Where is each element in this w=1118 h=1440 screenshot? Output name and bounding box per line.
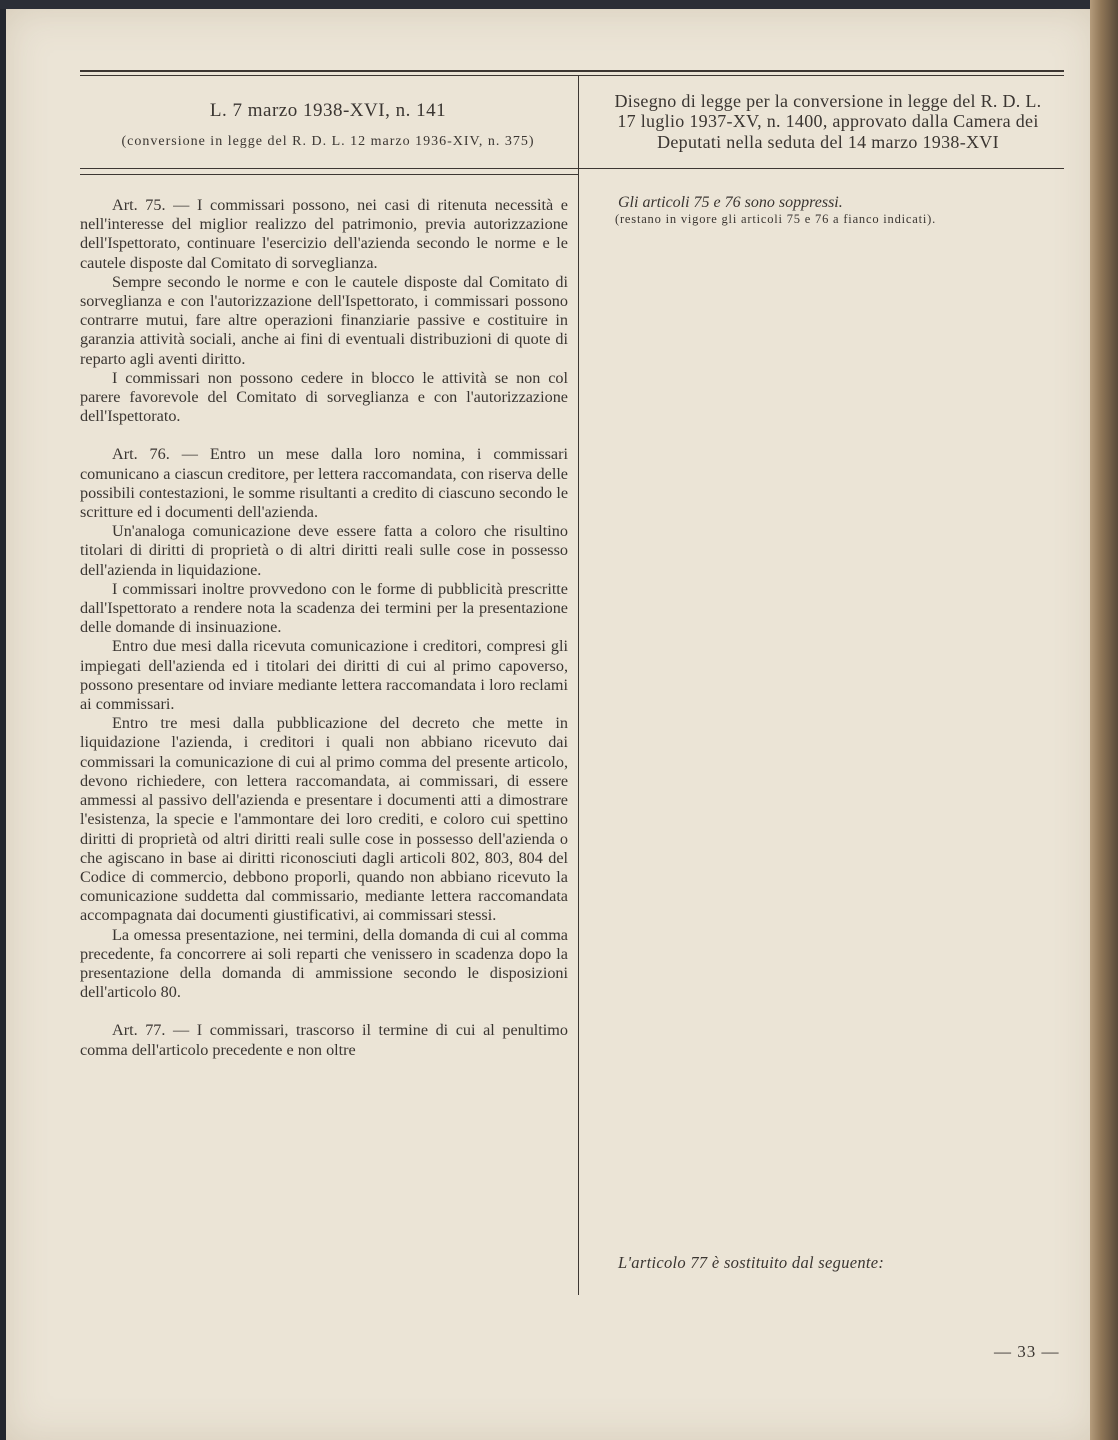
right-header-line-2: 17 luglio 1937-XV, n. 1400, approvato dalla Camera dei <box>617 111 1039 131</box>
art-75-comma-3: I commissari non possono cedere in blocco le attività se non col parere favorevole del Comitato di sorveglianza e con l'autorizzazione dell'Ispettorato. <box>80 368 568 426</box>
column-divider <box>578 75 579 1295</box>
art-76-comma-4: Entro due mesi dalla ricevuta comunicazione i creditori, compresi gli impiegati dell'azienda ed i titolari dei diritti di cui al primo capoverso, possono presentare od inviare mediante lettera raccomandata i loro reclami ai commissari. <box>80 637 568 714</box>
right-note-articles-suppressed: Gli articoli 75 e 76 sono soppressi. <box>618 194 843 211</box>
art-76-comma-3: I commissari inoltre provvedono con le forme di pubblicità prescritte dall'Ispettorato a rendere nota la scadenza dei termini per la presentazione delle domande di insinuazione. <box>80 579 568 637</box>
art-76-comma-5: Entro tre mesi dalla pubblicazione del decreto che mette in liquidazione l'azienda, i creditori i quali non abbiano ricevuto dai commissari la comunicazione di cui al primo comma del presente articolo, devono richiedere, con lettera raccomandata, ai commissari, di essere ammessi al passivo dell'azienda e presentare i documenti atti a dimostrare l'esistenza, la specie e l'ammontare dei loro crediti, e coloro cui spettino diritti di proprietà od altri diritti reali sulle cose in possesso dell'azienda o che agiscano in base ai diritti riconosciuti dagli articoli 802, 803, 804 del Codice di commercio, debbono proporli, quando non abbiano ricevuto la comunicazione suddetta dal commissario, mediante lettera raccomandata accompagnata dai documenti giustificativi, ai commissari stessi. <box>80 714 568 925</box>
page-binding-edge <box>1090 0 1118 1440</box>
art-77-paragraph: Art. 77. — I commissari, trascorso il termine di cui al penultimo comma dell'articolo precedente e non oltre <box>80 1021 568 1059</box>
right-note-articles-remain: (restano in vigore gli articoli 75 e 76 a fianco indicati). <box>615 212 937 226</box>
art-76-comma-6: La omessa presentazione, nei termini, della domanda di cui al comma precedente, fa concorrere ai soli reparti che venissero in scadenza dopo la presentazione della domanda di ammissione secondo le disposizioni dell'articolo 80. <box>80 925 568 1002</box>
page-number: — 33 — <box>994 1342 1060 1361</box>
left-column-text <box>80 196 568 1060</box>
header-top-rule <box>80 70 1064 72</box>
header-bottom-rule-left <box>80 174 578 175</box>
art-76-comma-2: Un'analoga comunicazione deve essere fatta a coloro che risultino titolari di diritti di proprietà o di altri diritti reali sulle cose in possesso dell'azienda in liquidazione. <box>80 522 568 579</box>
right-header-line-3: Deputati nella seduta del 14 marzo 1938-XVI <box>657 132 999 152</box>
right-header-line-1: Disegno di legge per la conversione in legge del R. D. L. <box>614 91 1042 111</box>
header-bottom-rule <box>80 168 1064 169</box>
left-header-title: L. 7 marzo 1938-XVI, n. 141 <box>209 100 447 121</box>
left-header-subtitle: (conversione in legge del R. D. L. 12 marzo 1936-XIV, n. 375) <box>121 134 535 149</box>
scan-top-edge <box>0 0 1118 9</box>
art-75-paragraph: Art. 75. — I commissari possono, nei casi di ritenuta necessità e nell'interesse del miglior realizzo del patrimonio, previa autorizzazione dell'Ispettorato, continuare l'esercizio dell'azienda secondo le norme e le cautele disposte dal Comitato di sorveglianza. <box>80 196 568 272</box>
art-76-paragraph: Art. 76. — Entro un mese dalla loro nomina, i commissari comunicano a ciascun creditore, per lettera raccomandata, con riserva delle possibili contestazioni, le somme risultanti a credito di ciascuno secondo le scritture ed i documenti dell'azienda. <box>80 445 568 522</box>
header-top-rule-thin <box>80 75 1064 76</box>
right-note-article-77-replaced: L'articolo 77 è sostituito dal seguente: <box>618 1253 885 1272</box>
art-75-comma-2: Sempre secondo le norme e con le cautele disposte dal Comitato di sorveglianza e con l'autorizzazione dell'Ispettorato, i commissari possono contrarre mutui, fare altre operazioni finanziarie passive e costituire in garanzia attività sociali, anche ai fini di eventuali distribuzioni di quote di reparto agli aventi diritto. <box>80 272 568 368</box>
